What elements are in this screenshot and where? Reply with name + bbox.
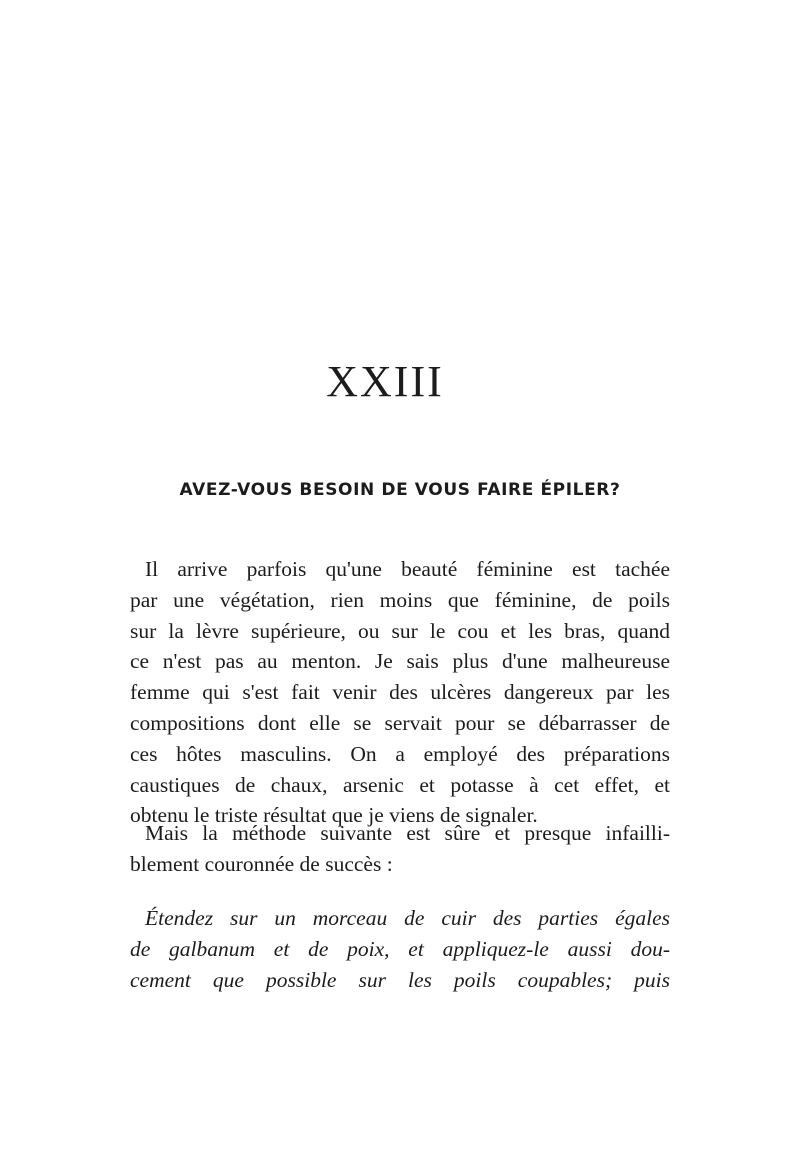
text-line: par une végétation, rien moins que féminine, de poils bbox=[130, 587, 670, 612]
paragraph bbox=[130, 818, 670, 880]
paragraph bbox=[130, 903, 670, 995]
text-line: Il arrive parfois qu'une beauté féminine est tachée bbox=[145, 557, 670, 581]
text-line: Étendez sur un morceau de cuir des parties égales bbox=[145, 906, 670, 930]
text-line: caustiques de chaux, arsenic et potasse à cet effet, et bbox=[130, 772, 670, 797]
chapter-title: AVEZ-VOUS BESOIN DE VOUS FAIRE ÉPILER? bbox=[179, 480, 621, 500]
text-line: blement couronnée de succès : bbox=[130, 851, 393, 876]
chapter-number: XXIII bbox=[326, 357, 444, 406]
text-line: ces hôtes masculins. On a employé des préparations bbox=[130, 741, 670, 766]
text-line: sur la lèvre supérieure, ou sur le cou et les bras, quand bbox=[130, 618, 670, 643]
text-line: cement que possible sur les poils coupables; puis bbox=[130, 967, 670, 992]
text-line: obtenu le triste résultat que je viens de signaler. bbox=[130, 803, 538, 828]
text-line: compositions dont elle se servait pour se débarrasser de bbox=[130, 710, 670, 735]
text-line: femme qui s'est fait venir des ulcères dangereux par les bbox=[130, 680, 670, 705]
text-line: Mais la méthode suivante est sûre et presque infailli- bbox=[145, 821, 670, 845]
paragraph bbox=[130, 554, 670, 831]
text-line: ce n'est pas au menton. Je sais plus d'une malheureuse bbox=[130, 649, 670, 674]
text-line: de galbanum et de poix, et appliquez-le aussi dou- bbox=[130, 936, 670, 961]
